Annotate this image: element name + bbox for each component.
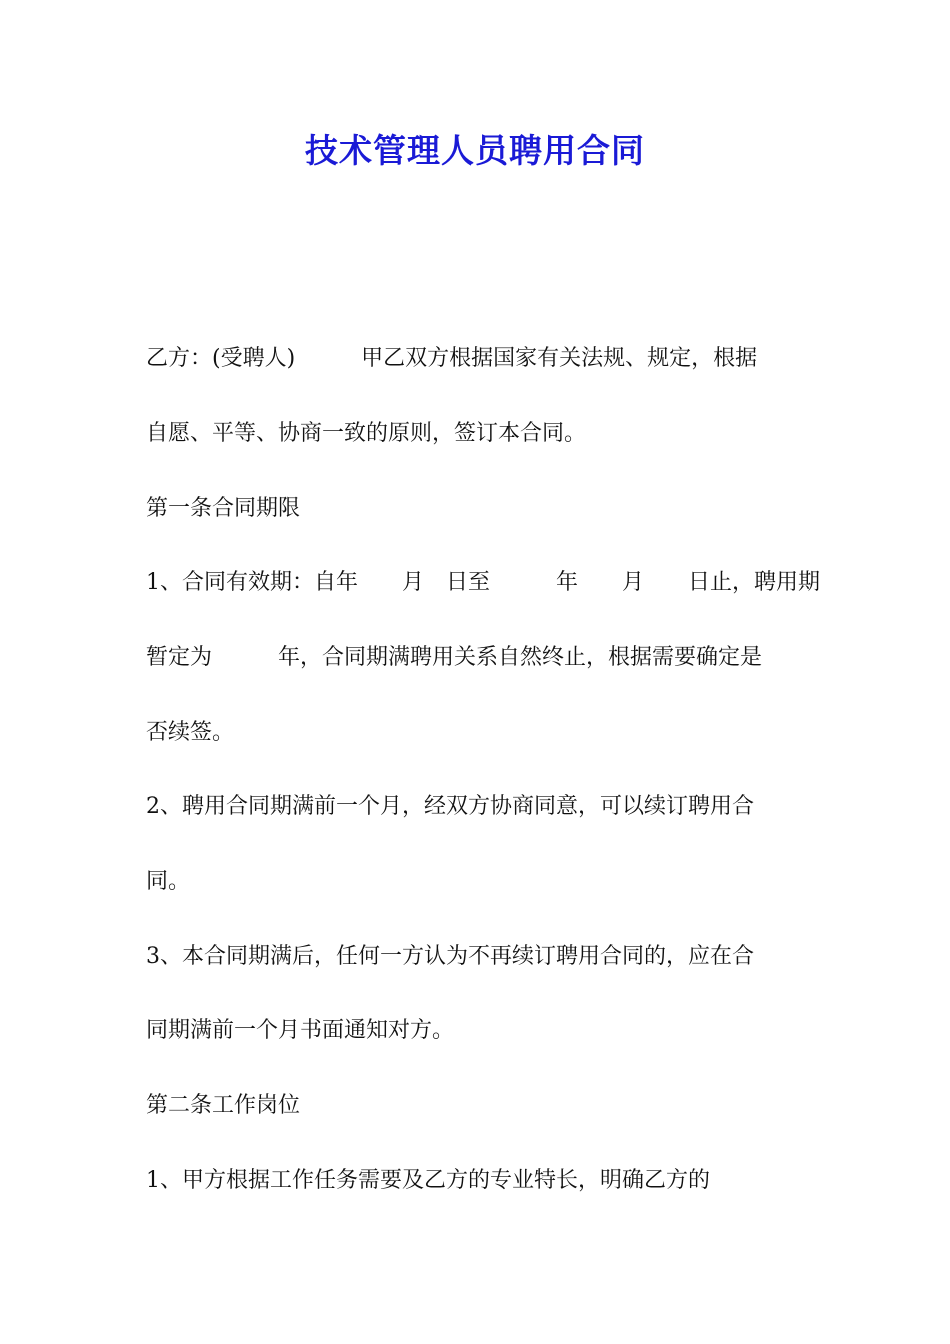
- paragraph-line: 2、聘用合同期满前一个月，经双方协商同意，可以续订聘用合: [146, 794, 754, 819]
- paragraph-line: 1、合同有效期：自年 月 日至 年 月 日止，聘用期: [146, 570, 820, 595]
- paragraph-line: 同期满前一个月书面通知对方。: [146, 1018, 455, 1043]
- section-heading: 第一条合同期限: [146, 496, 301, 521]
- paragraph-line: 暂定为 年，合同期满聘用关系自然终止，根据需要确定是: [146, 645, 763, 670]
- section-heading: 第二条工作岗位: [146, 1093, 301, 1118]
- document-title: 技术管理人员聘用合同: [305, 131, 645, 170]
- paragraph-line: 否续签。: [146, 720, 235, 745]
- paragraph-line: 乙方：(受聘人) 甲乙双方根据国家有关法规、规定，根据: [146, 346, 758, 371]
- paragraph-line: 自愿、平等、协商一致的原则，签订本合同。: [146, 421, 587, 446]
- paragraph-line: 1、甲方根据工作任务需要及乙方的专业特长，明确乙方的: [146, 1168, 710, 1193]
- paragraph-line: 3、本合同期满后，任何一方认为不再续订聘用合同的，应在合: [146, 944, 754, 969]
- paragraph-line: 同。: [146, 869, 191, 894]
